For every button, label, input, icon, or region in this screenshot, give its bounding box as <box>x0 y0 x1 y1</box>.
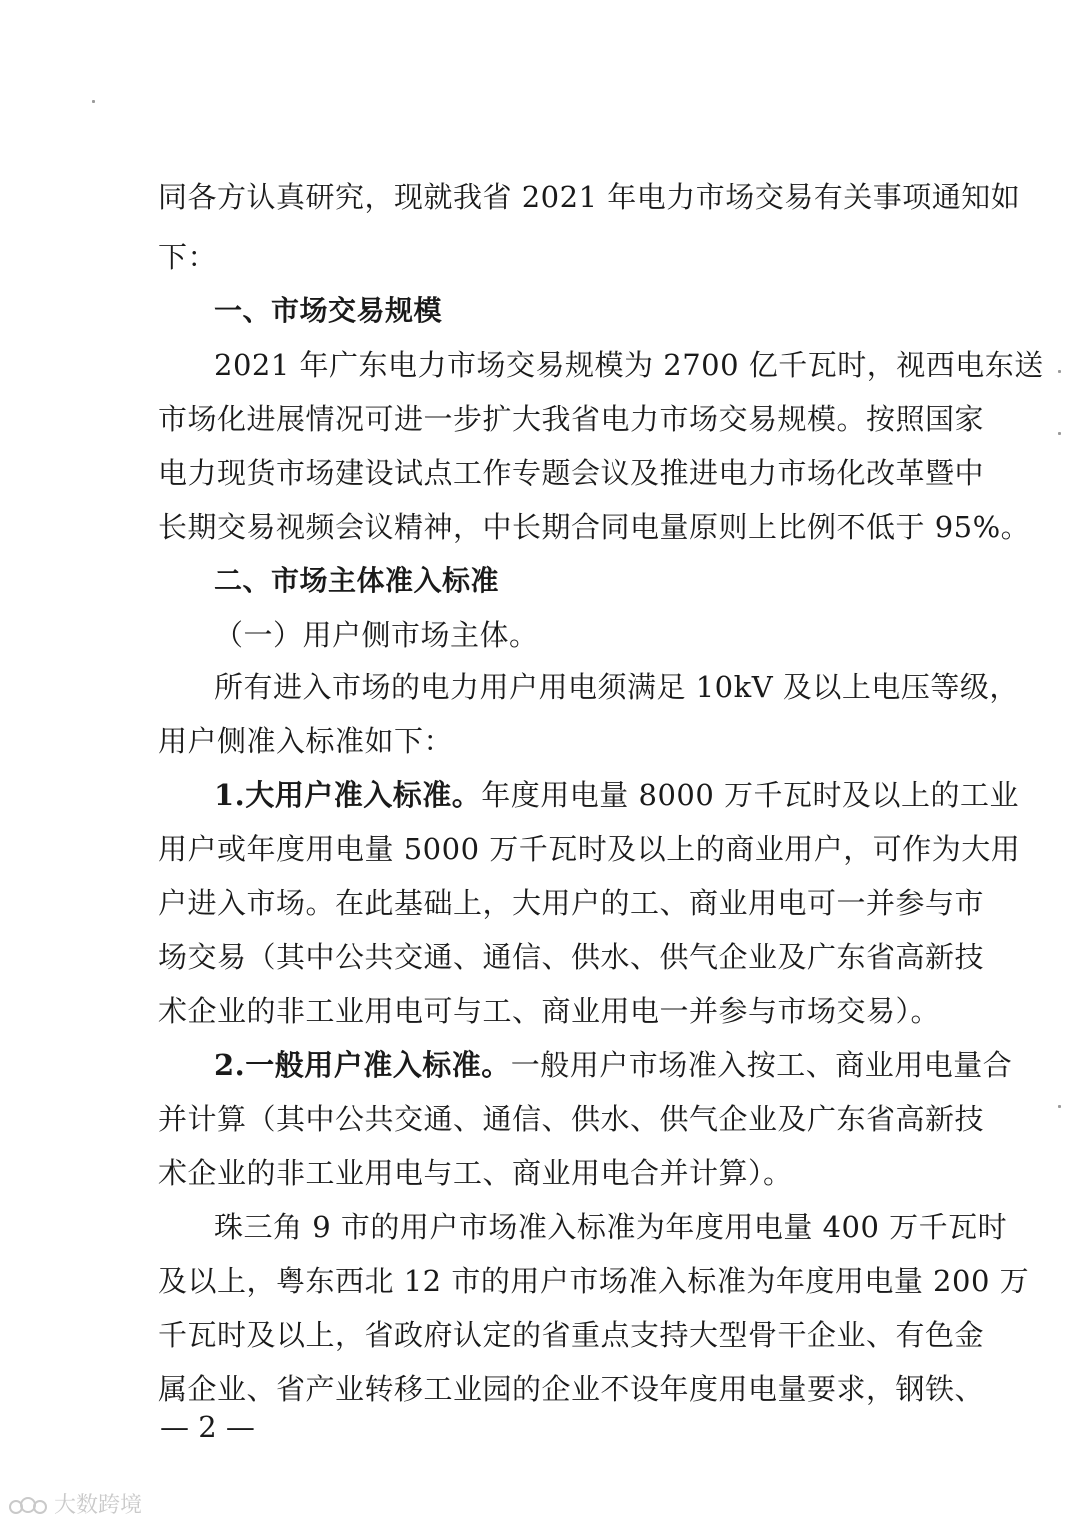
text-line: 并计算（其中公共交通、通信、供水、供气企业及广东省高新技 <box>158 1102 985 1136</box>
section-heading-1: 一、市场交易规模 <box>214 294 443 327</box>
section-heading-2: 二、市场主体准入标准 <box>214 564 500 597</box>
text-line: 属企业、省产业转移工业园的企业不设年度用电量要求，钢铁、 <box>158 1372 985 1406</box>
text-line: 术企业的非工业用电可与工、商业用电一并参与市场交易）。 <box>158 994 941 1028</box>
text-line: 千瓦时及以上，省政府认定的省重点支持大型骨干企业、有色金 <box>158 1318 985 1352</box>
text-line: 所有进入市场的电力用户用电须满足 10kV 及以上电压等级， <box>214 670 1019 704</box>
scan-speck <box>1058 432 1061 435</box>
item-1-first-line <box>214 778 1020 812</box>
text-line: 市场化进展情况可进一步扩大我省电力市场交易规模。按照国家 <box>158 402 985 436</box>
item-2-text: 一般用户市场准入按工、商业用电量合 <box>510 1048 1013 1082</box>
text-line: 2021 年广东电力市场交易规模为 2700 亿千瓦时，视西电东送 <box>214 348 1044 382</box>
text-line: 长期交易视频会议精神，中长期合同电量原则上比例不低于 95%。 <box>158 510 1031 544</box>
page-number: — 2 — <box>160 1410 255 1444</box>
text-line: 及以上，粤东西北 12 市的用户市场准入标准为年度用电量 200 万 <box>158 1264 1030 1298</box>
subsection-heading: （一）用户侧市场主体。 <box>214 618 539 652</box>
text-line: 用户或年度用电量 5000 万千瓦时及以上的商业用户，可作为大用 <box>158 832 1021 866</box>
watermark <box>8 1488 142 1519</box>
text-line: 同各方认真研究，现就我省 2021 年电力市场交易有关事项通知如 <box>158 180 1021 214</box>
item-1-title: 1.大用户准入标准。 <box>214 778 482 812</box>
text-line: 珠三角 9 市的用户市场准入标准为年度用电量 400 万千瓦时 <box>214 1210 1008 1244</box>
text-line: 术企业的非工业用电与工、商业用电合并计算）。 <box>158 1156 793 1190</box>
scan-speck <box>1058 370 1061 373</box>
scan-speck <box>92 100 95 103</box>
text-line: 户进入市场。在此基础上，大用户的工、商业用电可一并参与市 <box>158 886 985 920</box>
watermark-text: 大数跨境 <box>54 1493 143 1518</box>
text-line: 用户侧准入标准如下： <box>158 724 454 758</box>
item-2-title: 2.一般用户准入标准。 <box>214 1048 511 1082</box>
text-line: 场交易（其中公共交通、通信、供水、供气企业及广东省高新技 <box>158 940 985 974</box>
text-line: 电力现货市场建设试点工作专题会议及推进电力市场化改革暨中 <box>158 456 985 490</box>
item-2-first-line <box>214 1048 1013 1082</box>
item-1-text: 年度用电量 8000 万千瓦时及以上的工业 <box>481 778 1020 812</box>
cloud-logo-icon <box>8 1497 48 1515</box>
text-line: 下： <box>158 240 218 274</box>
scan-speck <box>1058 1105 1061 1108</box>
